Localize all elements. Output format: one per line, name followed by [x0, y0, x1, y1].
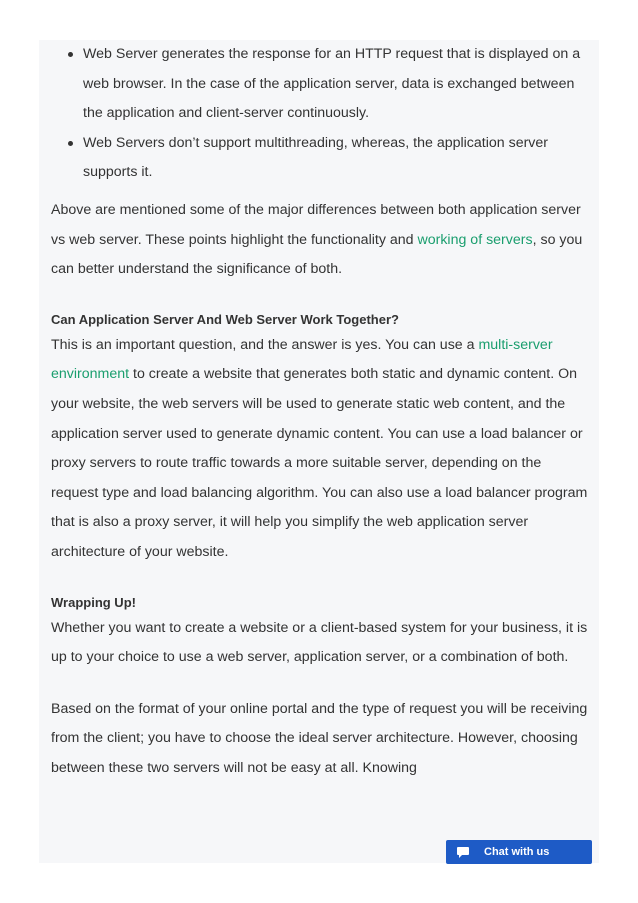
section-heading-wrapping-up: Wrapping Up! — [51, 594, 136, 610]
architecture-paragraph: Based on the format of your online portal and the type of request you will be receiving from the client; you have to choose the ideal server architecture. However, choosing between these two servers will not be easy at all. Knowing — [51, 700, 588, 776]
list-item: Web Servers don’t support multithreading, whereas, the application server supports it. — [51, 129, 591, 188]
wrapping-up-paragraph: Whether you want to create a website or a client-based system for your business, it is up to your choice to use a web server, application server, or a combination of both. — [51, 619, 588, 666]
article-panel — [39, 40, 599, 863]
multi-server-environment-link[interactable]: multi-server environment — [51, 336, 553, 383]
work-together-text-before: This is an important question, and the answer is yes. You can use a — [51, 336, 479, 353]
list-item: Web Server generates the response for an HTTP request that is displayed on a web browser. In the case of the application server, data is exchanged between the application and client-server continuously. — [51, 40, 591, 129]
chat-button-label: Chat with us — [484, 846, 550, 858]
section-heading-work-together: Can Application Server And Web Server Work Together? — [51, 311, 399, 327]
work-together-text-after: to create a website that generates both static and dynamic content. On your website, the web servers will be used to generate static web content, and the application server used to generate dynamic content. You can use a load balancer or proxy servers to route traffic towards a more suitable server, depending on the request type and load balancing algorithm. You can also use a load balancer program that is also a proxy server, it will help you simplify the web application server architecture of your website. — [51, 366, 588, 560]
differences-list — [51, 40, 591, 188]
chat-bubble-icon — [456, 845, 470, 859]
work-together-paragraph — [51, 331, 591, 568]
summary-paragraph — [51, 196, 591, 285]
article-content — [51, 40, 591, 783]
summary-text-before: Above are mentioned some of the major differences between both application server vs web server. These points highlight the functionality and — [51, 201, 581, 248]
working-of-servers-link[interactable]: working of servers — [417, 231, 533, 248]
summary-text-after: , so you can better understand the significance of both. — [51, 231, 583, 278]
chat-with-us-button[interactable] — [446, 840, 592, 864]
